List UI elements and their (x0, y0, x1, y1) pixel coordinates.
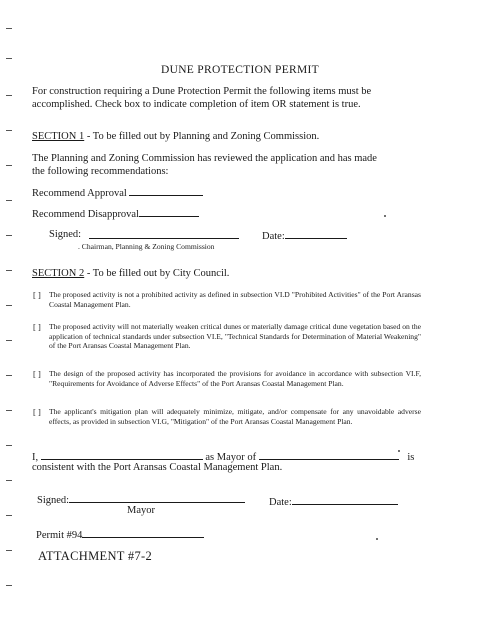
section1-date-label: Date: (262, 231, 285, 242)
recommend-disapproval-label: Recommend Disapproval (32, 209, 140, 220)
recommend-approval-blank[interactable] (129, 186, 203, 196)
mayor-date-row (269, 495, 398, 508)
permit-number-blank[interactable] (82, 528, 204, 538)
item-text: The proposed activity will not materially weaken critical dunes or materially damage critical dune vegetation based on the application of technical standards under subsection VI.E, "Technical Standards for Determination of Material Weakening" of the Port Aransas Coastal Management Plan. (49, 322, 421, 351)
mayor-is-label: is (407, 452, 415, 463)
recommend-disapproval-row (32, 207, 199, 220)
mayor-date-label: Date: (269, 497, 292, 508)
margin-mark (6, 28, 12, 29)
signer-caption-text: Chairman, Planning & Zoning Commission (81, 242, 215, 251)
mayor-city-blank[interactable] (259, 450, 399, 460)
checkbox[interactable]: [ ] (33, 407, 41, 417)
item-text: The design of the proposed activity has incorporated the provisions for avoidance in accordance with subsection VI.F, "Requirements for Avoidance of Adverse Effects" of the Port Aransas Coastal Management Plan. (49, 369, 421, 388)
section1-heading-rest: - To be filled out by Planning and Zoning Commission. (84, 131, 320, 142)
margin-mark (6, 165, 12, 166)
recommend-disapproval-blank[interactable] (139, 207, 199, 217)
checkbox[interactable]: [ ] (33, 369, 41, 379)
section1-heading: SECTION 1 (32, 131, 85, 142)
margin-mark (6, 95, 12, 96)
mayor-signed-label: Signed: (37, 495, 70, 506)
mayor-i-label: I, (32, 452, 39, 463)
margin-mark (6, 130, 12, 131)
mayor-as-mayor-of-label: as Mayor of (205, 452, 257, 463)
section1-signed-label: Signed: (49, 229, 82, 240)
scan-speck (384, 215, 386, 217)
recommend-approval-row (32, 186, 203, 199)
scan-speck (376, 538, 378, 540)
mayor-caption: Mayor (127, 505, 155, 516)
margin-mark (6, 305, 12, 306)
permit-row (36, 528, 204, 541)
mayor-statement-line-2: consistent with the Port Aransas Coastal Management Plan. (32, 462, 283, 473)
permit-label: Permit #94 (36, 530, 83, 541)
section1-heading-row (32, 131, 319, 142)
margin-mark (6, 550, 12, 551)
margin-mark (6, 515, 12, 516)
section2-heading-rest: - To be filled out by City Council. (84, 268, 230, 279)
section2-heading-row (32, 268, 229, 279)
item-text: The applicant's mitigation plan will adequately minimize, mitigate, and/or compensate for any unavoidable adverse effects, as provided in subsection VI.G, "Mitigation" of the Port Aransas Coastal Management Plan. (49, 407, 421, 426)
margin-mark (6, 235, 12, 236)
mayor-date-blank[interactable] (292, 495, 398, 505)
section1-date-blank[interactable] (285, 229, 347, 239)
section1-para-line-2: the following recommendations: (32, 166, 169, 177)
attachment-label: ATTACHMENT #7-2 (38, 549, 153, 563)
margin-mark (6, 270, 12, 271)
margin-mark (6, 340, 12, 341)
margin-mark (6, 585, 12, 586)
margin-mark (6, 445, 12, 446)
section1-para-line-1: The Planning and Zoning Commission has reviewed the application and has made (32, 153, 377, 164)
margin-mark (6, 58, 12, 59)
recommend-approval-label: Recommend Approval (32, 188, 127, 199)
margin-mark (6, 375, 12, 376)
checkbox[interactable]: [ ] (33, 290, 41, 300)
item-text: The proposed activity is not a prohibited activity as defined in subsection VI.D "Prohibited Activities" of the Port Aransas Coastal Management Plan. (49, 290, 421, 309)
signer-caption: . Chairman, Planning & Zoning Commission (78, 242, 215, 251)
page-title: DUNE PROTECTION PERMIT (160, 64, 319, 76)
margin-mark (6, 200, 12, 201)
margin-mark (6, 410, 12, 411)
intro-line-2: accomplished. Check box to indicate completion of item OR statement is true. (32, 99, 361, 110)
mayor-name-blank[interactable] (41, 450, 203, 460)
checkbox[interactable]: [ ] (33, 322, 41, 332)
section1-date-row (262, 229, 347, 242)
intro-line-1: For construction requiring a Dune Protection Permit the following items must be (32, 86, 372, 97)
section1-signature-line[interactable] (89, 238, 239, 239)
margin-mark (6, 480, 12, 481)
mayor-signature-blank[interactable] (69, 493, 245, 503)
section2-heading: SECTION 2 (32, 268, 85, 279)
